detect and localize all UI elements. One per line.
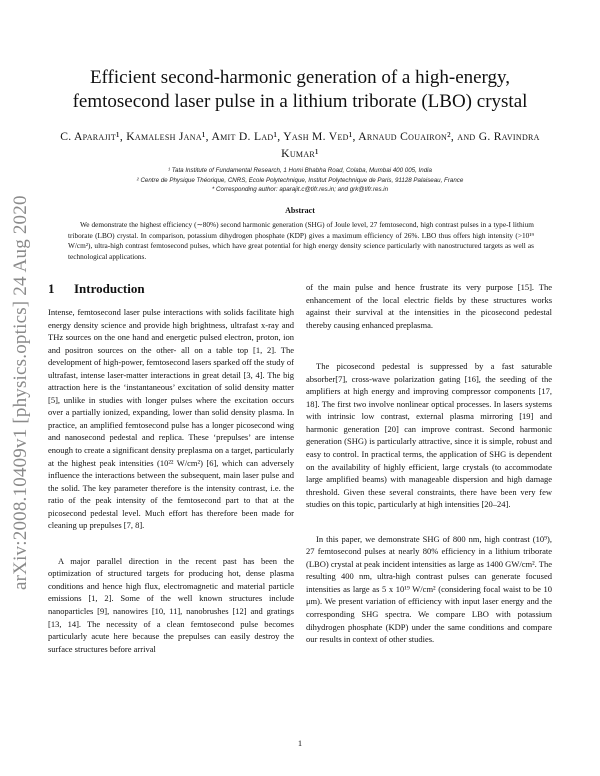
abstract-text: We demonstrate the highest efficiency (∼80%) second harmonic generation (SHG) of Joule level, 27 femtosecond, high contrast pulses in a type-I lithium triborate (LBO) crystal. In comparison, potassium dihydrogen phosphate (KDP) gives a maximum efficiency of 26%. LBO thus offers high intensity (>10¹⁹ W/cm²), ultra-high contrast femtosecond pulses, which have great potential for high energy density science particularly with nanostructured targets as well as technological applications.	[68, 220, 534, 262]
page-number: 1	[297, 738, 303, 748]
section-number: 1	[48, 281, 55, 296]
affiliation-cpht: ² Centre de Physique Théorique, CNRS, Ecole Polytechnique, Institut Polytechnique de Paris, 91128 Palaiseau, France	[136, 176, 464, 184]
paragraph: In this paper, we demonstrate SHG of 800 nm, high contrast (10⁹), 27 femtosecond pulses at nearly 80% efficiency in a lithium triborate (LBO) crystal at peak incident intensities as large as 1400 GW/cm². The resulting 400 nm, ultra-high contrast pulses can generate focused intensities as large as 5 x 10¹⁹ W/cm² (considering focal waist to be 10 μm). We present variation of efficiency with input laser energy and the corresponding SHG spectra. We compare LBO with potassium dihydrogen phosphate (KDP) under the same conditions and compare our results in context of other studies.	[306, 533, 552, 645]
arxiv-identifier: arXiv:2008.10409v1 [physics.optics] 24 Aug 2020	[10, 195, 31, 590]
paragraph: A major parallel direction in the recent past has been the optimization of structured targets for producing hot, dense plasma conditions and hence high flux, electromagnetic and material particle emissions [1, 2]. Some of the well known structures include nanoparticles [9], nanowires [10, 11], nanobrushes [12] and gratings [13, 14]. The necessity of a clean femtosecond pulse becomes particularly acute here because the prepulses can easily destroy the surface structures before arrival	[48, 555, 294, 654]
affiliations	[60, 166, 540, 195]
paragraph: Intense, femtosecond laser pulse interactions with solids facilitate high energy density science and provide high brightness, ultrafast x-ray and THz sources on the one hand and energetic pulsed electron, proton, ion and positron sources on the other- all on a table top [1, 2]. The development of high-power, femtosecond lasers sparked off the study of ultrafast, intense laser-matter interactions in great detail [3, 4]. The big attraction here is the ‘instantaneous’ excitation of solid density matter [5], unlike in studies with longer pulses where the excitation occurs over a partially ionized, expanding, lower than solid density plasma. In practice, an amplified femtosecond pulse has a longer picosecond wing and nanosecond pedestal and replica. These ‘prepulses’ are intense enough to create a significant density preplasma on a target, particularly at the highest peak intensities (10²² W/cm²) [6], which can adversely influence the interactions between the subsequent, main laser pulse and the solid. The key parameter therefore is the intensity contrast, i.e. the ratio of the peak intensity of the femtosecond part to that at the picosecond pedestal level. Much effort has therefore been made for cleaning up prepulses [7, 8].	[48, 307, 294, 531]
left-column	[48, 306, 294, 655]
affiliation-tifr: ¹ Tata Institute of Fundamental Research, 1 Homi Bhabha Road, Colaba, Mumbai 400 005, India	[168, 167, 432, 174]
paper-title: Efficient second-harmonic generation of a high-energy, femtosecond laser pulse in a lithium triborate (LBO) crystal	[72, 67, 528, 112]
abstract-heading: Abstract	[285, 206, 315, 215]
right-column	[306, 281, 552, 646]
corresponding-author: * Corresponding author: aparajit.c@tifr.res.in; and grk@tifr.res.in	[211, 186, 389, 193]
section-title: Introduction	[74, 281, 145, 296]
paragraph: of the main pulse and hence frustrate its very purpose [15]. The enhancement of the local electric fields by these structures works against their survival at the intensities in the picosecond pedestal thereby causing enhanced preplasma.	[306, 282, 552, 330]
paragraph: The picosecond pedestal is suppressed by a fast saturable absorber[7], cross-wave polarization gating [16], the seeding of the amplifiers at high energy and improving compressor components [17, 18]. The first two involve nonlinear optical processes. In lasers systems with intrinsic low contrast, external plasma mirroring [19] and harmonic generation [20] can improve contrast. Second harmonic generation (SHG) is particularly attractive, since it is simple, robust and easy to control. In practical terms, the application of SHG is dependent on the availability of highly efficient, large crystals (to accommodate large amplified beams) with manageable dispersion and high damage threshold. Given these several constraints, there have been very few studies on this topic, particularly at high intensities [20–24].	[306, 361, 552, 510]
section-heading	[48, 281, 268, 297]
author-list: C. Aparajit¹, Kamalesh Jana¹, Amit D. Lad¹, Yash M. Ved¹, Arnaud Couairon², and G. Ravindra Kumar¹	[60, 130, 540, 160]
